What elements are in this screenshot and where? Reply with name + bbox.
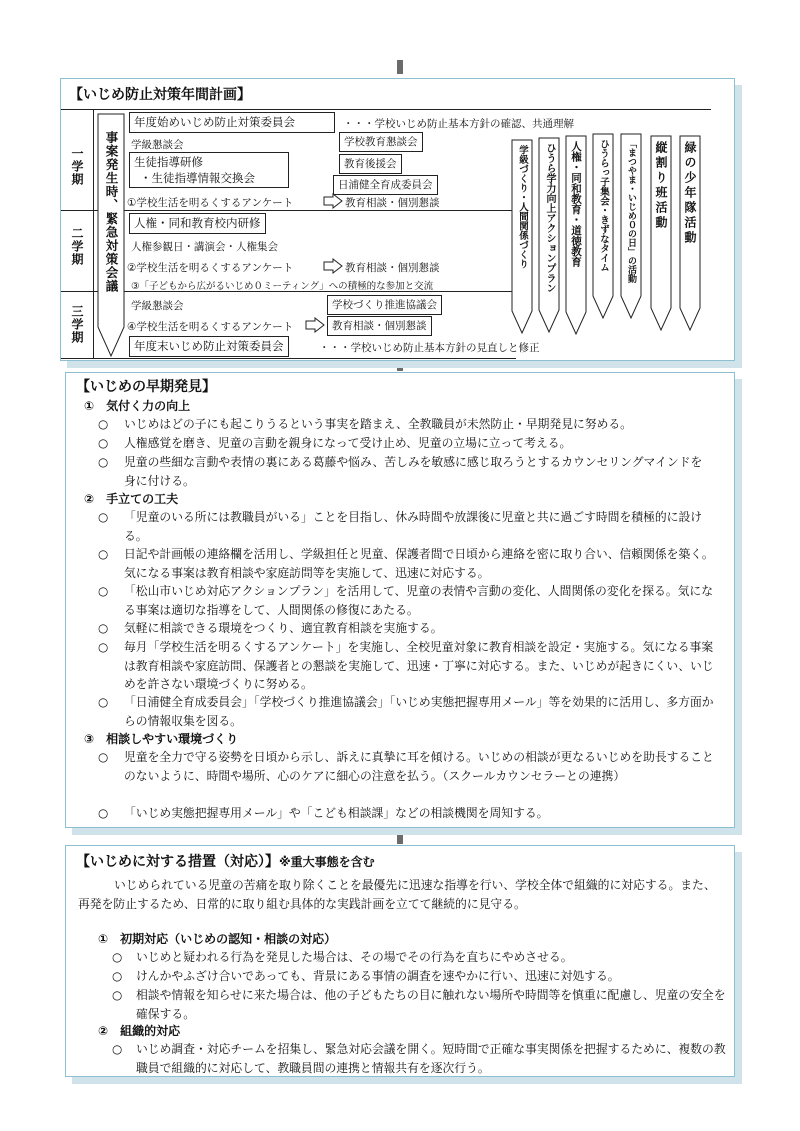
bullet-icon: ○ <box>112 969 123 983</box>
early-s2-item-4: 毎月「学校生活を明るくするアンケート」を実施し、全校児童対象に教育相談を設定・実施する。気になる事案は教育相談や家庭訪問、保護者との懇談を実施して、迅速・丁寧に対応する。また、いじめが起きにくい、いじめを許さない環境づくりに努める。 <box>124 640 714 691</box>
term-1-label: 一学期 <box>70 147 84 186</box>
activity-pillar-5 <box>650 135 672 331</box>
early-detection-panel <box>65 372 735 828</box>
human-rights-training-box: 人権・同和教育校内研修 <box>129 213 266 234</box>
arrow-right-icon <box>305 317 325 333</box>
activity-label: 学級づくり・人間関係づくり <box>517 145 528 269</box>
bullet-icon: ○ <box>98 640 109 654</box>
measures-panel <box>65 845 735 1077</box>
activity-pillar-0 <box>511 139 533 334</box>
survey-2-result: 教育相談・個別懇談 <box>345 262 440 274</box>
measures-title-note: ※重大事態を含む <box>279 855 375 869</box>
activity-label: 人権・同和教育・道徳教育 <box>570 141 582 267</box>
survey-2: ②学校生活を明るくするアンケート <box>127 262 294 274</box>
measures-intro: いじめられている児童の苦痛を取り除くことを最優先に迅速な指導を行い、学校全体で組織的に対応する。また、再発を防止するため、日常的に取り組む具体的な実践計画を立てて継続的に見守る。 <box>78 878 716 911</box>
class-meeting-1: 学級懇談会 <box>131 139 184 151</box>
measures-s2-heading: ② 組織的対応 <box>98 1024 181 1038</box>
emergency-label: 事案発生時、緊急対策会議 <box>104 131 119 293</box>
survey-1: ①学校生活を明るくするアンケート <box>127 197 294 209</box>
measures-s1-heading: ① 初期対応（いじめの認知・相談の対応） <box>98 932 337 946</box>
measures-s1-item-0: いじめと疑われる行為を発見した場合は、その場でその行為を直ちにやめさせる。 <box>136 950 573 964</box>
measures-s2-item-0: いじめ調査・対応チームを招集し、緊急対応会議を開く。短時間で正確な事実関係を把握するために、複数の教職員で組織的に対応して、教職員間の連携と情報共有を逐次行う。 <box>136 1042 726 1075</box>
edu-support-box: 教育後援会 <box>339 154 402 174</box>
human-rights-events: 人権参観日・講演会・人権集会 <box>131 241 278 253</box>
early-s2-heading: ② 手立ての工夫 <box>84 492 179 506</box>
class-meeting-3: 学級懇談会 <box>131 300 184 312</box>
early-s2-item-2: 「松山市いじめ対応アクションプラン」を活用して、児童の表情や言動の変化、人間関係の変化を探る。気になる事案は適切な指導をして、人間関係の修復にあたる。 <box>124 584 714 617</box>
activity-label: ひうら学力向上アクションプラン <box>544 143 555 293</box>
connector-tick <box>397 830 403 844</box>
end-committee-box: 年度末いじめ防止対策委員会 <box>129 336 289 357</box>
bullet-icon: ○ <box>98 621 109 635</box>
early-s3-item-0: 児童を全力で守る姿勢を日頃から示し、訴えに真摯に耳を傾ける。いじめの相談が更なるいじめを助長することのないように、時間や場所、心のケアに細心の注意を払う。（スクールカウンセラーとの連携） <box>124 750 714 783</box>
activity-pillar-3 <box>592 133 614 319</box>
activity-pillar-6 <box>679 135 701 331</box>
bullet-icon: ○ <box>98 417 109 431</box>
bullet-icon: ○ <box>98 547 109 561</box>
bullet-icon: ○ <box>112 988 123 1002</box>
bullet-icon: ○ <box>98 695 109 709</box>
early-s1-item-1: 人権感覚を磨き、児童の言動を親身になって受け止め、児童の立場に立って考える。 <box>124 436 572 450</box>
term-2-label: 二学期 <box>70 227 84 266</box>
annual-plan-panel <box>60 78 735 361</box>
early-s1-item-0: いじめはどの子にも起こりうるという事実を踏まえ、全教職員が未然防止・早期発見に努める。 <box>124 417 632 431</box>
training-box <box>129 152 289 188</box>
measures-s1-item-2: 相談や情報を知らせに来た場合は、他の子どもたちの目に触れない場所や時間等を慎重に配慮し、児童の安全を確保する。 <box>136 988 726 1021</box>
school-council-box: 学校づくり推進協議会 <box>327 295 442 315</box>
early-s3-item-1: 「いじめ実態把握専用メール」や「こども相談課」などの相談機関を周知する。 <box>124 806 549 820</box>
bullet-icon: ○ <box>98 750 109 764</box>
survey-4: ④学校生活を明るくするアンケート <box>127 321 294 333</box>
activity-label: 「まつやま・いじめ０の日」の活動 <box>626 139 636 283</box>
arrow-right-icon <box>323 258 343 274</box>
bullet-icon: ○ <box>98 510 109 524</box>
early-s2-item-0: 「児童のいる所には教職員がいる」ことを目指し、休み時間や放課後に児童と共に過ごす時間を積極的に設ける。 <box>124 510 703 543</box>
annual-plan-title: 【いじめ防止対策年間計画】 <box>69 87 251 103</box>
start-committee-box: 年度始めいじめ防止対策委員会 <box>129 112 335 133</box>
info-exchange-label: ・生徒指導情報交換会 <box>140 171 255 185</box>
arrow-right-icon <box>323 193 343 209</box>
early-s2-item-1: 日記や計画帳の連絡欄を活用し、学級担任と児童、保護者間で日頃から連絡を密に取り合い、信頼関係を築く。気になる事案は教育相談や家庭訪問等を実施して、迅速に対応する。 <box>124 547 714 580</box>
bullet-icon: ○ <box>98 806 109 820</box>
activity-pillar-4 <box>620 133 642 319</box>
bullet-icon: ○ <box>98 436 109 450</box>
measures-s1-item-1: けんかやふざけ合いであっても、背景にある事情の調査を速やかに行い、迅速に対処する。 <box>136 969 620 983</box>
term-3-label: 三学期 <box>70 305 84 344</box>
connector-tick <box>397 60 403 74</box>
early-s1-heading: ① 気付く力の向上 <box>84 399 191 413</box>
measures-title-row <box>76 851 375 871</box>
activity-pillar-1 <box>538 137 560 333</box>
early-s2-item-5: 「日浦健全育成委員会」「学校づくり推進協議会」「いじめ実態把握専用メール」等を効果的に活用し、多方面からの情報収集を図る。 <box>124 695 714 728</box>
early-s3-heading: ③ 相談しやすい環境づくり <box>84 732 239 746</box>
activity-label: ひうらっ子集会・きずなタイム <box>598 139 609 272</box>
bullet-icon: ○ <box>112 1042 123 1056</box>
sound-growth-box: 日浦健全育成委員会 <box>333 175 438 195</box>
early-detection-title: 【いじめの早期発見】 <box>76 379 216 395</box>
survey-1-result: 教育相談・個別懇談 <box>345 197 440 209</box>
bullet-icon: ○ <box>98 584 109 598</box>
end-committee-note: ・・・学校いじめ防止基本方針の見直しと修正 <box>319 342 540 354</box>
activity-pillar-2 <box>565 135 587 335</box>
survey-4-result-box: 教育相談・個別懇談 <box>327 316 432 336</box>
measures-title: 【いじめに対する措置（対応）】 <box>76 854 279 870</box>
early-s2-item-3: 気軽に相談できる環境をつくり、適宜教育相談を実施する。 <box>124 621 443 635</box>
activity-label: 緑の少年隊活動 <box>683 141 697 246</box>
training-label: 生徒指導研修 <box>134 155 203 169</box>
bullet-icon: ○ <box>98 455 109 469</box>
school-edu-meeting-box: 学校教育懇談会 <box>339 132 423 152</box>
zero-meeting: ③「子どもから広がるいじめ０ミーティング」への積極的な参加と交流 <box>131 281 434 292</box>
activity-label: 縦割り班活動 <box>654 141 668 231</box>
early-s1-item-2: 児童の些細な言動や表情の裏にある葛藤や悩み、苦しみを敏感に感じ取ろうとするカウンセリングマインドを身に付ける。 <box>124 455 703 488</box>
bullet-icon: ○ <box>112 950 123 964</box>
start-committee-note: ・・・学校いじめ防止基本方針の確認、共通理解 <box>343 118 574 130</box>
